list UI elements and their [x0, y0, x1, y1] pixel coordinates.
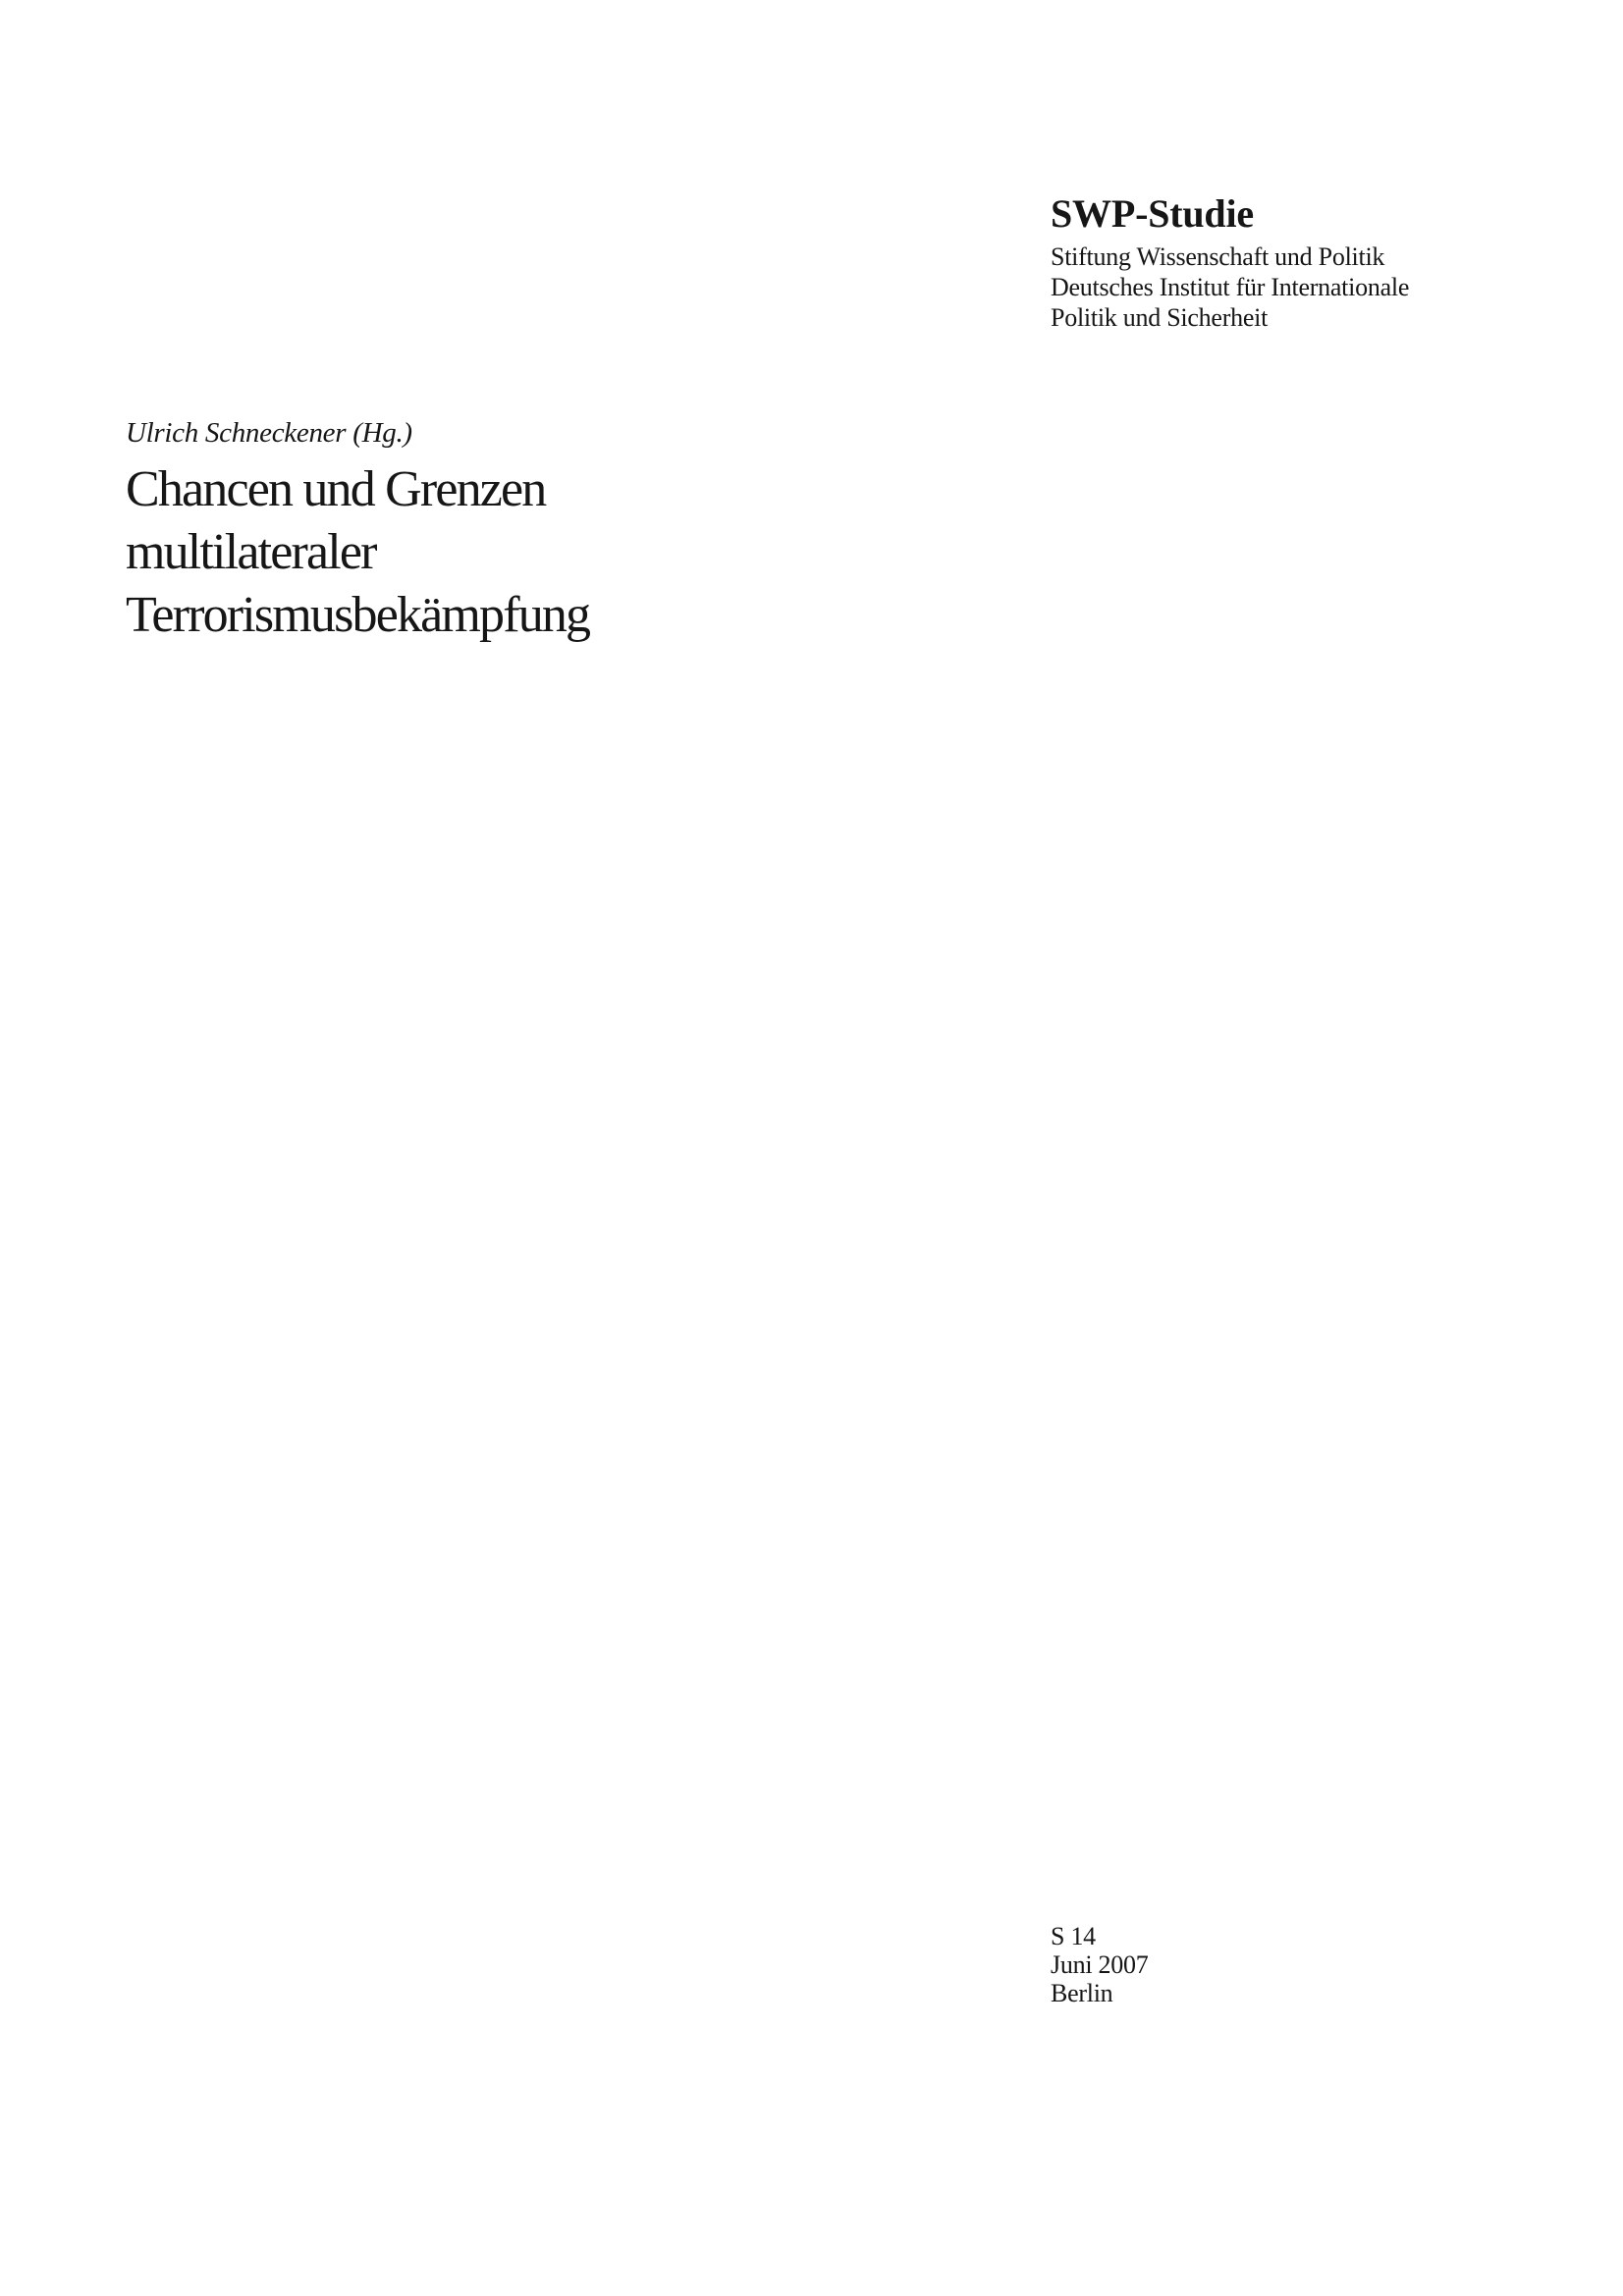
editor-line: Ulrich Schneckener (Hg.) — [126, 417, 412, 449]
title-block — [126, 416, 872, 647]
publisher-name-lines — [1051, 241, 1522, 333]
imprint-block — [1051, 1922, 1443, 2007]
document-title-line-2: multilateraler — [126, 524, 376, 580]
document-title-line-3: Terrorismusbekämpfung — [126, 587, 590, 643]
publisher-block — [1051, 192, 1522, 333]
imprint-city: Berlin — [1051, 1979, 1113, 2007]
publisher-line-3: Politik und Sicherheit — [1051, 303, 1269, 332]
document-title — [126, 458, 872, 647]
document-title-line-1: Chancen und Grenzen — [126, 461, 546, 517]
publisher-line-2: Deutsches Institut für Internationale — [1051, 273, 1410, 301]
publisher-line-1: Stiftung Wissenschaft und Politik — [1051, 242, 1385, 271]
imprint-date: Juni 2007 — [1051, 1950, 1149, 1979]
imprint-series-number: S 14 — [1051, 1922, 1096, 1950]
series-title: SWP-Studie — [1051, 191, 1254, 236]
